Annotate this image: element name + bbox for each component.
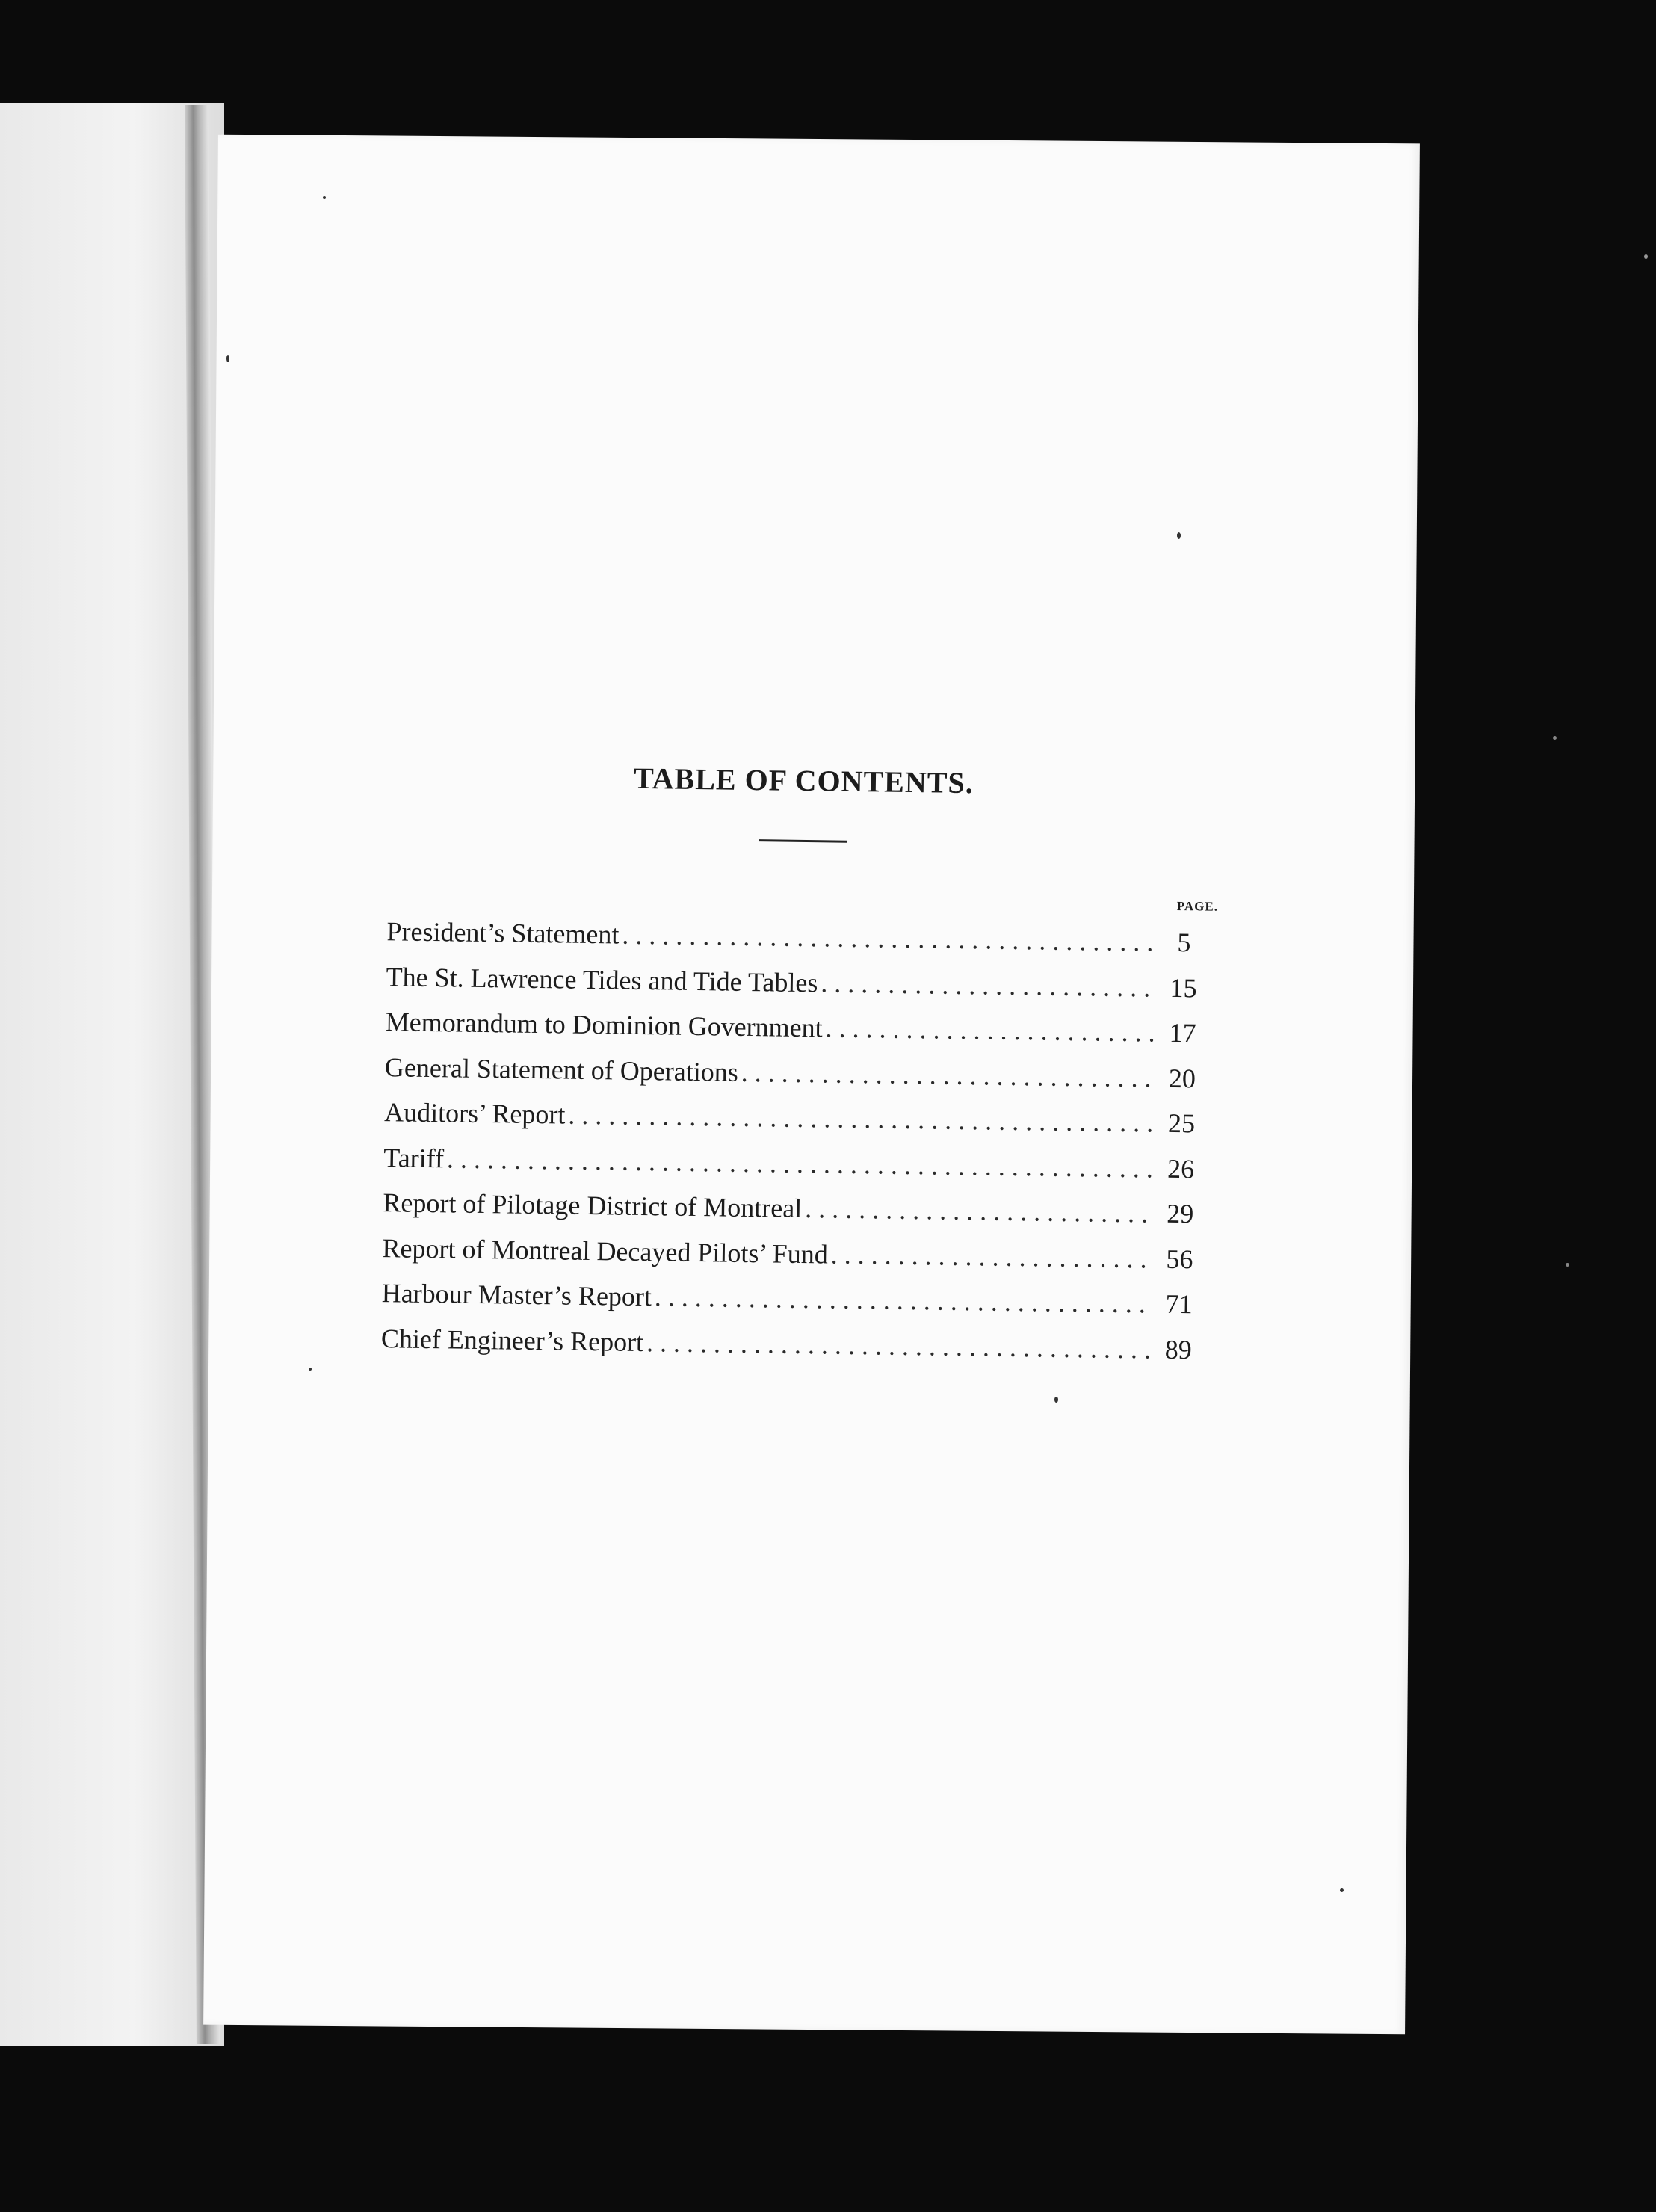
dot-leader [741, 1056, 1155, 1093]
dust-speck [1054, 1397, 1058, 1403]
toc-entry-page: 56 [1166, 1244, 1193, 1274]
page-column-label: PAGE. [1176, 898, 1219, 914]
toc-entry-title: Report of Montreal Decayed Pilots’ Fund [382, 1232, 829, 1269]
dust-speck [1566, 1263, 1569, 1267]
dot-leader [821, 967, 1156, 1003]
dust-speck [1177, 532, 1181, 539]
toc-entry-page: 5 [1177, 927, 1191, 958]
toc-entry-title: Chief Engineer’s Report [380, 1323, 644, 1357]
toc-entry-title: Memorandum to Dominion Government [385, 1007, 823, 1043]
dot-leader [655, 1281, 1152, 1319]
book-page [203, 135, 1420, 2035]
toc-entry-page: 20 [1168, 1063, 1196, 1093]
toc-entry-page: 71 [1165, 1288, 1193, 1320]
toc-entry-title: General Statement of Operations [384, 1051, 739, 1087]
table-of-contents [380, 757, 1219, 1365]
title-rule [759, 839, 847, 843]
dust-speck [1553, 736, 1557, 740]
toc-entry-page: 26 [1167, 1153, 1195, 1184]
dot-leader [646, 1326, 1151, 1365]
toc-list [380, 915, 1201, 1379]
dust-speck [309, 1368, 312, 1371]
toc-entry-title: President’s Statement [386, 916, 620, 950]
dust-speck [1340, 1888, 1344, 1892]
dot-leader [805, 1193, 1153, 1229]
dust-speck [1644, 254, 1648, 259]
toc-entry-page: 25 [1167, 1107, 1196, 1139]
dot-leader [830, 1238, 1152, 1274]
dot-leader [825, 1012, 1155, 1048]
toc-entry-title: Auditors’ Report [383, 1097, 566, 1130]
toc-entry-page: 17 [1169, 1017, 1196, 1048]
toc-entry-title: Report of Pilotage District of Montreal [383, 1187, 803, 1223]
toc-entry-page: 29 [1167, 1198, 1194, 1229]
toc-title: TABLE OF CONTENTS. [633, 761, 974, 800]
toc-entry-page: 89 [1164, 1334, 1193, 1365]
toc-entry-title: Tariff [383, 1142, 445, 1173]
dust-speck [323, 196, 326, 199]
dot-leader [622, 919, 1157, 958]
toc-entry-page: 15 [1170, 972, 1197, 1003]
dust-speck [226, 355, 229, 362]
toc-entry-title: Harbour Master’s Report [381, 1278, 652, 1312]
toc-entry-title: The St. Lawrence Tides and Tide Tables [386, 961, 818, 998]
